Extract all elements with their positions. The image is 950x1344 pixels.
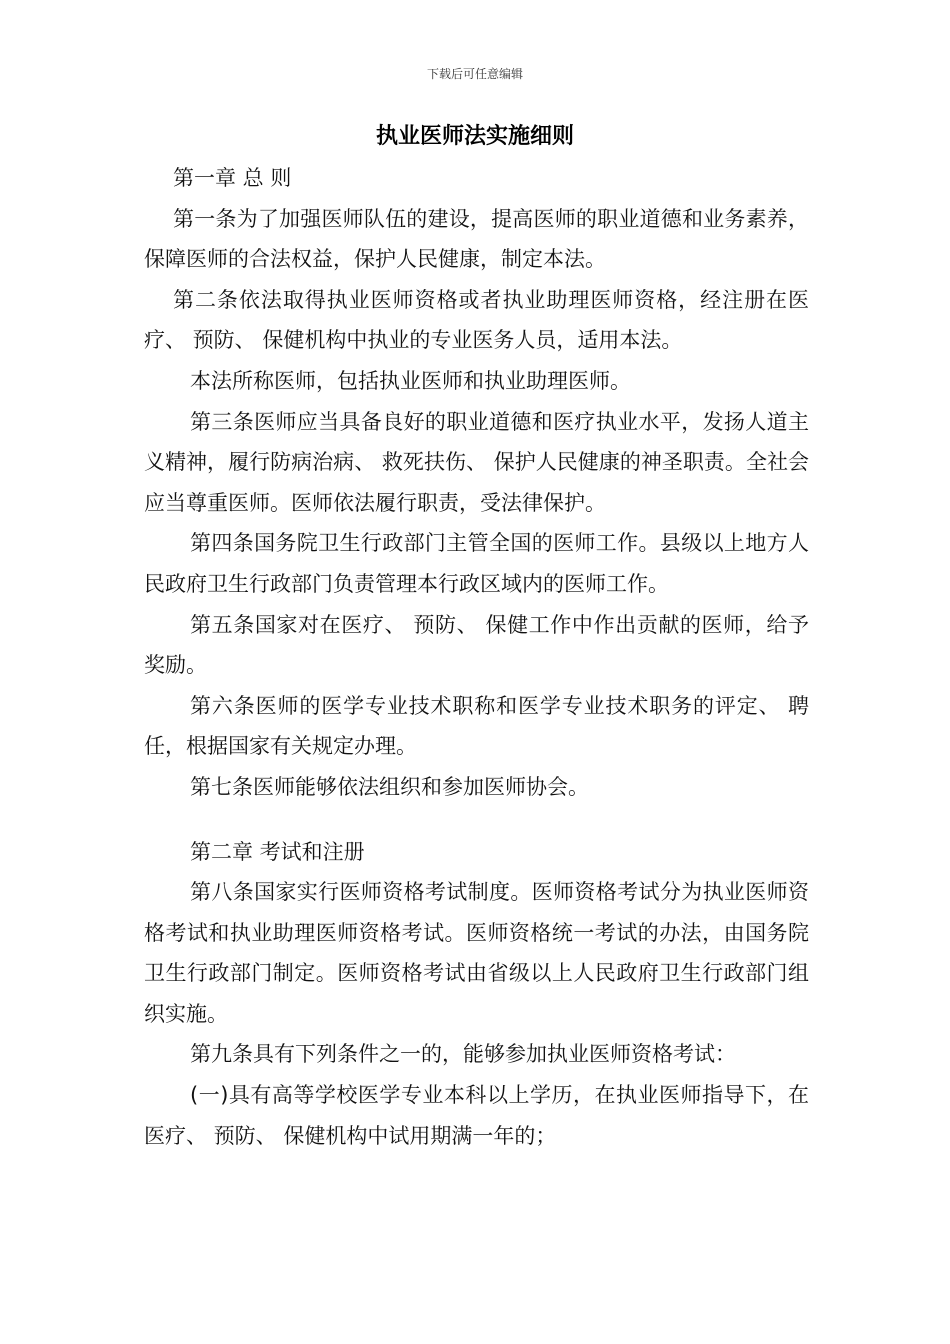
article-paragraph: 第八条国家实行医师资格考试制度。医师资格考试分为执业医师资格考试和执业助理医师资格考试。医师资格统一考试的办法，由国务院卫生行政部门制定。医师资格考试由省级以上人民政府卫生行政部门组织实施。 bbox=[144, 880, 809, 1026]
document-title: 执业医师法实施细则 bbox=[375, 124, 574, 149]
article-paragraph: 第六条医师的医学专业技术职称和医学专业技术职务的评定、 聘任，根据国家有关规定办理。 bbox=[144, 693, 809, 759]
article-paragraph: (一)具有高等学校医学专业本科以上学历，在执业医师指导下，在医疗、 预防、 保健机构中试用期满一年的； bbox=[144, 1083, 809, 1148]
chapter-heading: 第二章 考试和注册 bbox=[190, 839, 365, 864]
article-paragraph: 第三条医师应当具备良好的职业道德和医疗执业水平，发扬人道主义精神，履行防病治病、 救死扶伤、 保护人民健康的神圣职责。全社会应当尊重医师。医师依法履行职责，受法律保护。 bbox=[144, 409, 809, 515]
article-paragraph: 第七条医师能够依法组织和参加医师协会。 bbox=[190, 774, 589, 799]
section-spacer bbox=[144, 808, 809, 832]
article-paragraph: 第一条为了加强医师队伍的建设，提高医师的职业道德和业务素养，保障医师的合法权益，保护人民健康，制定本法。 bbox=[144, 206, 809, 272]
article-paragraph: 第九条具有下列条件之一的，能够参加执业医师资格考试： bbox=[190, 1042, 736, 1067]
article-paragraph: 第四条国务院卫生行政部门主管全国的医师工作。县级以上地方人民政府卫生行政部门负责管理本行政区域内的医师工作。 bbox=[144, 531, 809, 596]
article-paragraph: 第五条国家对在医疗、 预防、 保健工作中作出贡献的医师，给予奖励。 bbox=[144, 612, 809, 678]
download-note: 下载后可任意编辑 bbox=[426, 67, 523, 81]
article-paragraph: 第二条依法取得执业医师资格或者执业助理医师资格，经注册在医疗、 预防、 保健机构中执业的专业医务人员，适用本法。 bbox=[144, 287, 809, 353]
article-paragraph: 本法所称医师，包括执业医师和执业助理医师。 bbox=[190, 368, 631, 393]
document-body bbox=[144, 158, 809, 1156]
chapter-heading: 第一章 总 则 bbox=[173, 166, 292, 190]
